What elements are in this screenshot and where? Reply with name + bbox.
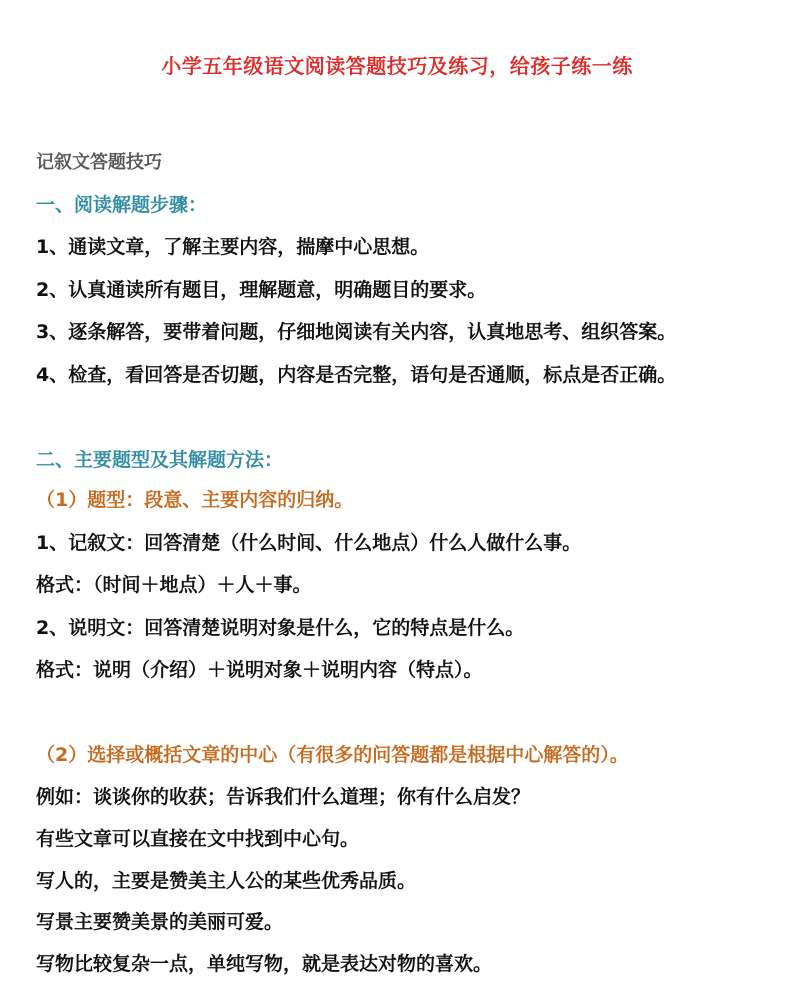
- method-line: 写人的，主要是赞美主人公的某些优秀品质。: [36, 870, 417, 892]
- subsection-heading-summary: （1）题型：段意、主要内容的归纳。: [36, 489, 354, 511]
- step-item: 2、认真通读所有题目，理解题意，明确题目的要求。: [36, 279, 487, 301]
- method-line: 写物比较复杂一点，单纯写物，就是表达对物的喜欢。: [36, 953, 493, 975]
- method-line: 格式：说明（介绍）＋说明对象＋说明内容（特点）。: [36, 659, 483, 681]
- step-item: 3、逐条解答，要带着问题，仔细地阅读有关内容，认真地思考、组织答案。: [36, 321, 677, 343]
- subsection-heading-central-idea: （2）选择或概括文章的中心（有很多的问答题都是根据中心解答的）。: [36, 744, 629, 766]
- subtitle: 记叙文答题技巧: [36, 152, 162, 173]
- step-item: 1、通读文章，了解主要内容，揣摩中心思想。: [36, 236, 430, 258]
- article-title: 小学五年级语文阅读答题技巧及练习，给孩子练一练: [161, 54, 633, 78]
- method-line: 有些文章可以直接在文中找到中心句。: [36, 828, 360, 850]
- step-item: 4、检查，看回答是否切题，内容是否完整，语句是否通顺，标点是否正确。: [36, 364, 677, 386]
- method-line: 格式：（时间＋地点）＋人＋事。: [36, 574, 312, 596]
- method-line: 写景主要赞美景的美丽可爱。: [36, 911, 284, 933]
- section-heading-types: 二、主要题型及其解题方法：: [36, 449, 284, 471]
- method-line: 例如：谈谈你的收获；告诉我们什么道理；你有什么启发？: [36, 786, 531, 808]
- section-heading-steps: 一、阅读解题步骤：: [36, 194, 208, 216]
- method-line: 1、记叙文：回答清楚（什么时间、什么地点）什么人做什么事。: [36, 532, 582, 554]
- method-line: 2、说明文：回答清楚说明对象是什么，它的特点是什么。: [36, 617, 525, 639]
